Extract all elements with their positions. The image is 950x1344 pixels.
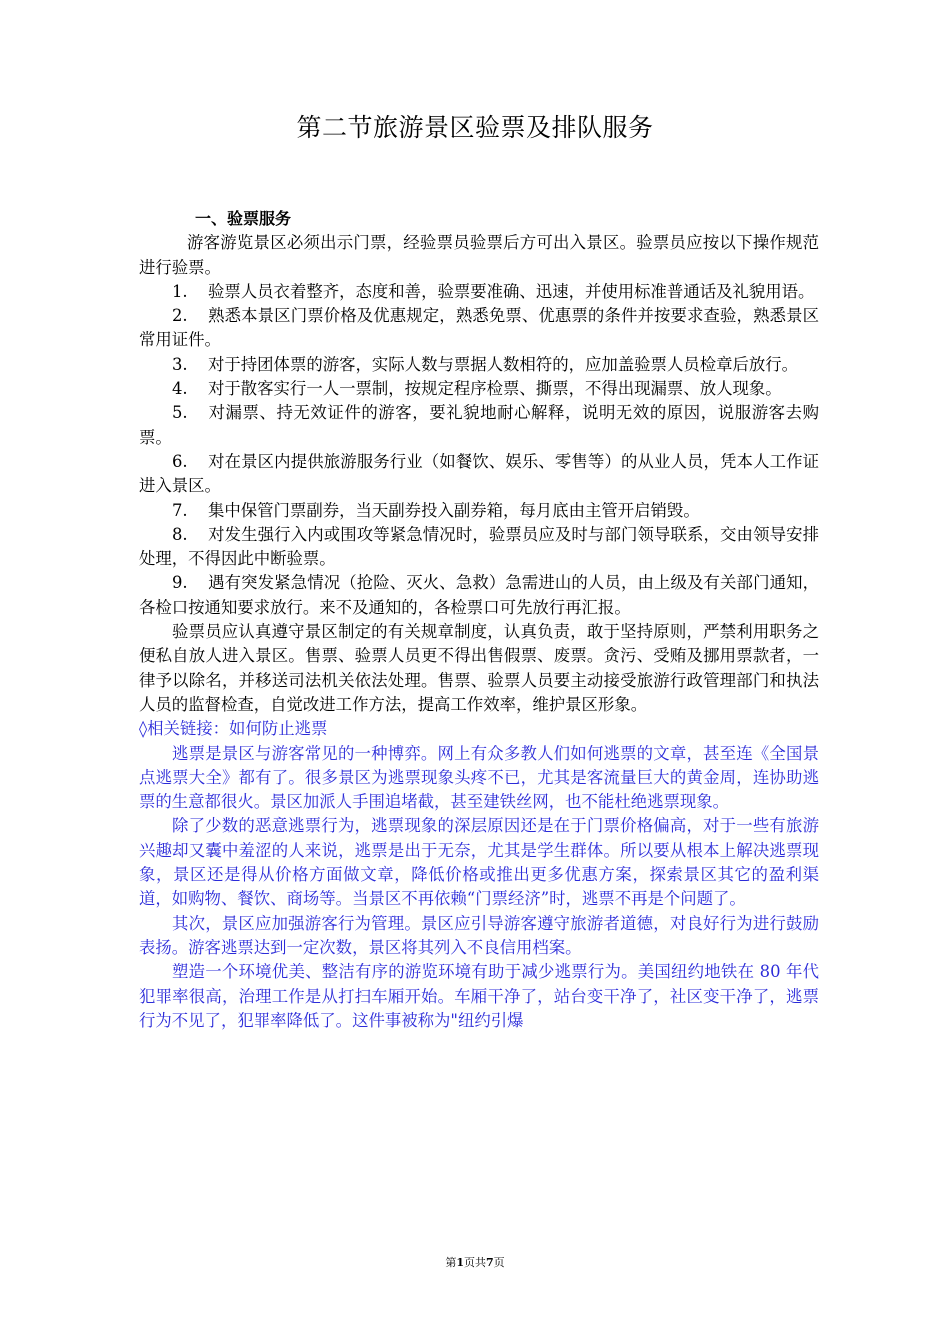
footer-page-number: 1	[456, 1256, 464, 1269]
rule-item-text: 对在景区内提供旅游服务行业（如餐饮、娱乐、零售等）的从业人员，凭本人工作证进入景区。	[139, 451, 819, 496]
rule-item	[139, 304, 819, 353]
intro-paragraph: 游客游览景区必须出示门票，经验票员验票后方可出入景区。验票员应按以下操作规范进行验票。	[139, 233, 819, 277]
page-title: 第二节旅游景区验票及排队服务	[296, 113, 654, 142]
rule-item-text: 对于持团体票的游客，实际人数与票据人数相符的，应加盖验票人员检章后放行。	[208, 354, 799, 374]
rule-item-number: 2.	[172, 306, 188, 326]
related-link-paragraph: 除了少数的恶意逃票行为，逃票现象的深层原因还是在于门票价格偏高，对于一些有旅游兴趣却又囊中羞涩的人来说，逃票是出于无奈，尤其是学生群体。所以要从根本上解决逃票现象，景区还是得从价格方面做文章，降低价格或推出更多优惠方案，探索景区其它的盈利渠道，如购物、餐饮、商场等。当景区不再依赖“门票经济”时，逃票不再是个问题了。	[139, 816, 819, 909]
rule-item	[139, 450, 819, 499]
related-link-body	[139, 742, 819, 1034]
rule-item-number: 1.	[172, 281, 188, 301]
rule-item-text: 熟悉本景区门票价格及优惠规定，熟悉免票、优惠票的条件并按要求查验，熟悉景区常用证件。	[139, 306, 819, 350]
rule-item	[139, 401, 819, 450]
rule-item-text: 验票人员衣着整齐，态度和善，验票要准确、迅速，并使用标准普通话及礼貌用语。	[208, 281, 815, 301]
rule-item-text: 遇有突发紧急情况（抢险、灭火、急救）急需进山的人员，由上级及有关部门通知，各检口按通知要求放行。来不及通知的，各检票口可先放行再汇报。	[139, 573, 819, 617]
rule-item	[139, 499, 819, 523]
rule-item-number: 7.	[172, 500, 188, 520]
rule-item	[139, 353, 819, 377]
related-link-paragraph: 塑造一个环境优美、整洁有序的游览环境有助于减少逃票行为。美国纽约地铁在 80 年代犯罪率很高，治理工作是从打扫车厢开始。车厢干净了，站台变干净了，社区变干净了，逃票行为不见了，犯罪率降低了。这件事被称为"纽约引爆	[139, 962, 819, 1030]
rule-item-number: 4.	[172, 379, 188, 399]
rule-item-text: 对漏票、持无效证件的游客，要礼貌地耐心解释，说明无效的原因，说服游客去购票。	[139, 403, 819, 447]
closing-paragraph: 验票员应认真遵守景区制定的有关规章制度，认真负责，敢于坚持原则，严禁利用职务之便私自放人进入景区。售票、验票人员更不得出售假票、废票。贪污、受贿及挪用票款者，一律予以除名，并移送司法机关依法处理。售票、验票人员要主动接受旅游行政管理部门和执法人员的监督检查，自觉改进工作方法，提高工作效率，维护景区形象。	[139, 622, 819, 714]
rule-item	[139, 571, 819, 620]
rule-item-number: 5.	[172, 403, 188, 423]
rule-item	[139, 377, 819, 401]
document-body	[139, 207, 819, 1033]
rule-list	[139, 280, 819, 620]
rule-item-number: 8.	[172, 524, 188, 544]
related-link-heading: ◊相关链接：如何防止逃票	[139, 719, 328, 739]
page-footer	[0, 1254, 950, 1270]
rule-item-text: 对发生强行入内或围攻等紧急情况时，验票员应及时与部门领导联系，交由领导安排处理，不得因此中断验票。	[139, 524, 819, 569]
rule-item-number: 3.	[172, 354, 188, 374]
section-heading: 一、验票服务	[195, 209, 292, 228]
related-link-paragraph: 其次，景区应加强游客行为管理。景区应引导游客遵守旅游者道德，对良好行为进行鼓励表扬。游客逃票达到一定次数，景区将其列入不良信用档案。	[139, 913, 819, 957]
footer-prefix: 第	[445, 1256, 457, 1269]
rule-item-number: 6.	[172, 451, 188, 471]
rule-item	[139, 523, 819, 572]
footer-total-pages: 7	[486, 1256, 494, 1269]
footer-suffix: 页	[493, 1256, 505, 1269]
rule-item-text: 集中保管门票副券，当天副券投入副券箱，每月底由主管开启销毁。	[208, 500, 700, 520]
footer-middle: 页共	[464, 1256, 486, 1269]
rule-item-text: 对于散客实行一人一票制，按规定程序检票、撕票，不得出现漏票、放人现象。	[208, 379, 782, 399]
rule-item-number: 9.	[172, 573, 188, 593]
related-link-paragraph: 逃票是景区与游客常见的一种博弈。网上有众多教人们如何逃票的文章，甚至连《全国景点逃票大全》都有了。很多景区为逃票现象头疼不已，尤其是客流量巨大的黄金周，连协助逃票的生意都很火。景区加派人手围追堵截，甚至建铁丝网，也不能杜绝逃票现象。	[139, 743, 819, 812]
rule-item	[139, 280, 819, 304]
